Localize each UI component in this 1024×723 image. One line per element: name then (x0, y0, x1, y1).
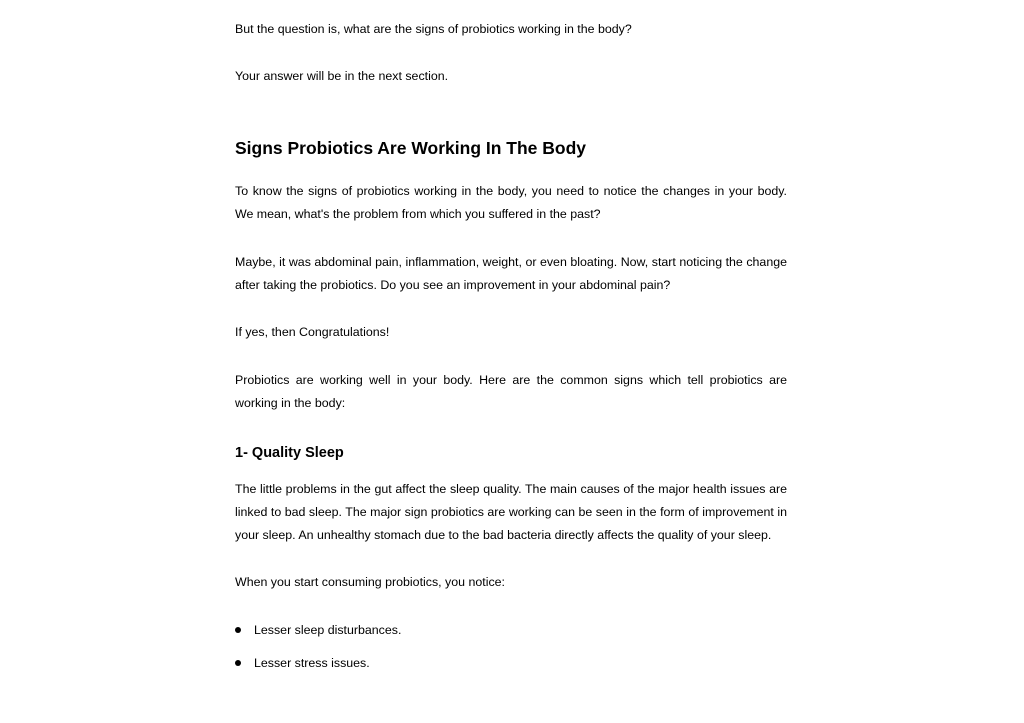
subheading-quality-sleep: 1- Quality Sleep (235, 445, 344, 461)
intro-question-paragraph: But the question is, what are the signs of probiotics working in the body? (235, 22, 632, 36)
bullet-icon (235, 627, 241, 633)
intro-answer-paragraph: Your answer will be in the next section. (235, 69, 449, 83)
notice-paragraph: When you start consuming probiotics, you notice: (235, 575, 505, 589)
congratulations-paragraph: If yes, then Congratulations! (235, 325, 390, 339)
signs-intro-paragraph: To know the signs of probiotics working in the body, you need to notice the changes in your body. We mean, what's the problem from which you suffered in the past? (235, 184, 787, 221)
list-item (235, 652, 787, 675)
symptoms-paragraph: Maybe, it was abdominal pain, inflammation, weight, or even bloating. Now, start noticing the change after taking the probiotics. Do you see an improvement in your abdominal pain? (235, 255, 787, 292)
list-item (235, 619, 787, 642)
bullet-text: Lesser stress issues. (254, 656, 370, 670)
section-heading: Signs Probiotics Are Working In The Body (235, 138, 587, 158)
quality-sleep-paragraph: The little problems in the gut affect the sleep quality. The main causes of the major health issues are linked to bad sleep. The major sign probiotics are working can be seen in the form of improvement in your sleep. An unhealthy stomach due to the bad bacteria directly affects the quality of your sleep. (235, 482, 787, 542)
bullet-text: Lesser sleep disturbances. (254, 623, 402, 637)
common-signs-paragraph: Probiotics are working well in your body. Here are the common signs which tell probiotics are working in the body: (235, 373, 787, 410)
bullet-icon (235, 660, 241, 666)
notice-bullet-list (235, 619, 787, 675)
